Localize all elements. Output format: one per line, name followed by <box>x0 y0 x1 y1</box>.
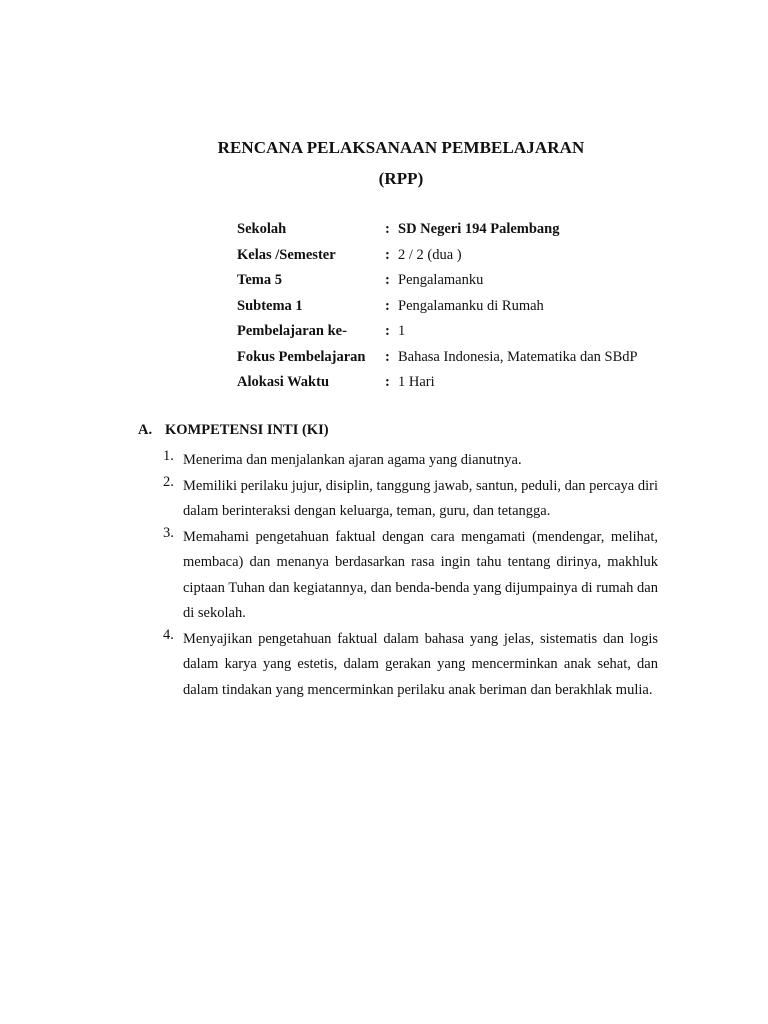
info-colon: : <box>385 348 390 365</box>
info-value: Pengalamanku <box>398 272 484 288</box>
info-label: Sekolah <box>237 221 287 237</box>
list-item-number: 1. <box>163 448 174 464</box>
info-value: 1 <box>398 323 406 339</box>
list-item <box>163 525 658 627</box>
info-value: 1 Hari <box>398 374 435 390</box>
info-value: SD Negeri 194 Palembang <box>398 221 560 237</box>
info-label: Kelas /Semester <box>237 246 336 263</box>
kompetensi-inti-list <box>163 448 658 703</box>
info-label: Alokasi Waktu <box>237 374 330 390</box>
info-colon: : <box>385 221 390 237</box>
document-title: RENCANA PELAKSANAAN PEMBELAJARAN <box>217 138 585 157</box>
section-letter: A. <box>138 422 153 438</box>
list-item-text: Memiliki perilaku jujur, disiplin, tanggung jawab, santun, peduli, dan percaya diri dalam berinteraksi dengan keluarga, teman, guru, dan tetangga. <box>183 477 658 519</box>
list-item-number: 2. <box>163 473 174 490</box>
info-value: Pengalamanku di Rumah <box>398 297 544 314</box>
list-item <box>163 627 658 704</box>
info-value: Bahasa Indonesia, Matematika dan SBdP <box>398 348 638 365</box>
list-item-number: 4. <box>163 626 174 643</box>
list-item <box>163 448 658 474</box>
info-colon: : <box>385 297 390 314</box>
info-colon: : <box>385 246 390 263</box>
info-colon: : <box>385 374 390 390</box>
info-label: Tema 5 <box>237 272 282 288</box>
info-label: Fokus Pembelajaran <box>237 348 366 365</box>
list-item-text: Memahami pengetahuan faktual dengan cara mengamati (mendengar, melihat, membaca) dan menanya berdasarkan rasa ingin tahu tentang dirinya, makhluk ciptaan Tuhan dan kegiatannya, dan benda-benda yang dijumpainya di rumah dan di sekolah. <box>183 528 658 621</box>
document-subtitle: (RPP) <box>378 169 424 188</box>
list-item-number: 3. <box>163 524 174 541</box>
list-item-text: Menerima dan menjalankan ajaran agama yang dianutnya. <box>183 452 522 468</box>
info-colon: : <box>385 272 390 288</box>
list-item <box>163 474 658 525</box>
info-value: 2 / 2 (dua ) <box>398 246 462 263</box>
section-title: KOMPETENSI INTI (KI) <box>165 422 329 438</box>
info-label: Pembelajaran ke- <box>237 323 347 339</box>
list-item-text: Menyajikan pengetahuan faktual dalam bahasa yang jelas, sistematis dan logis dalam karya yang estetis, dalam gerakan yang mencerminkan anak sehat, dan dalam tindakan yang mencerminkan perilaku anak beriman dan berakhlak mulia. <box>183 630 658 698</box>
info-colon: : <box>385 323 390 339</box>
info-label: Subtema 1 <box>237 297 303 314</box>
